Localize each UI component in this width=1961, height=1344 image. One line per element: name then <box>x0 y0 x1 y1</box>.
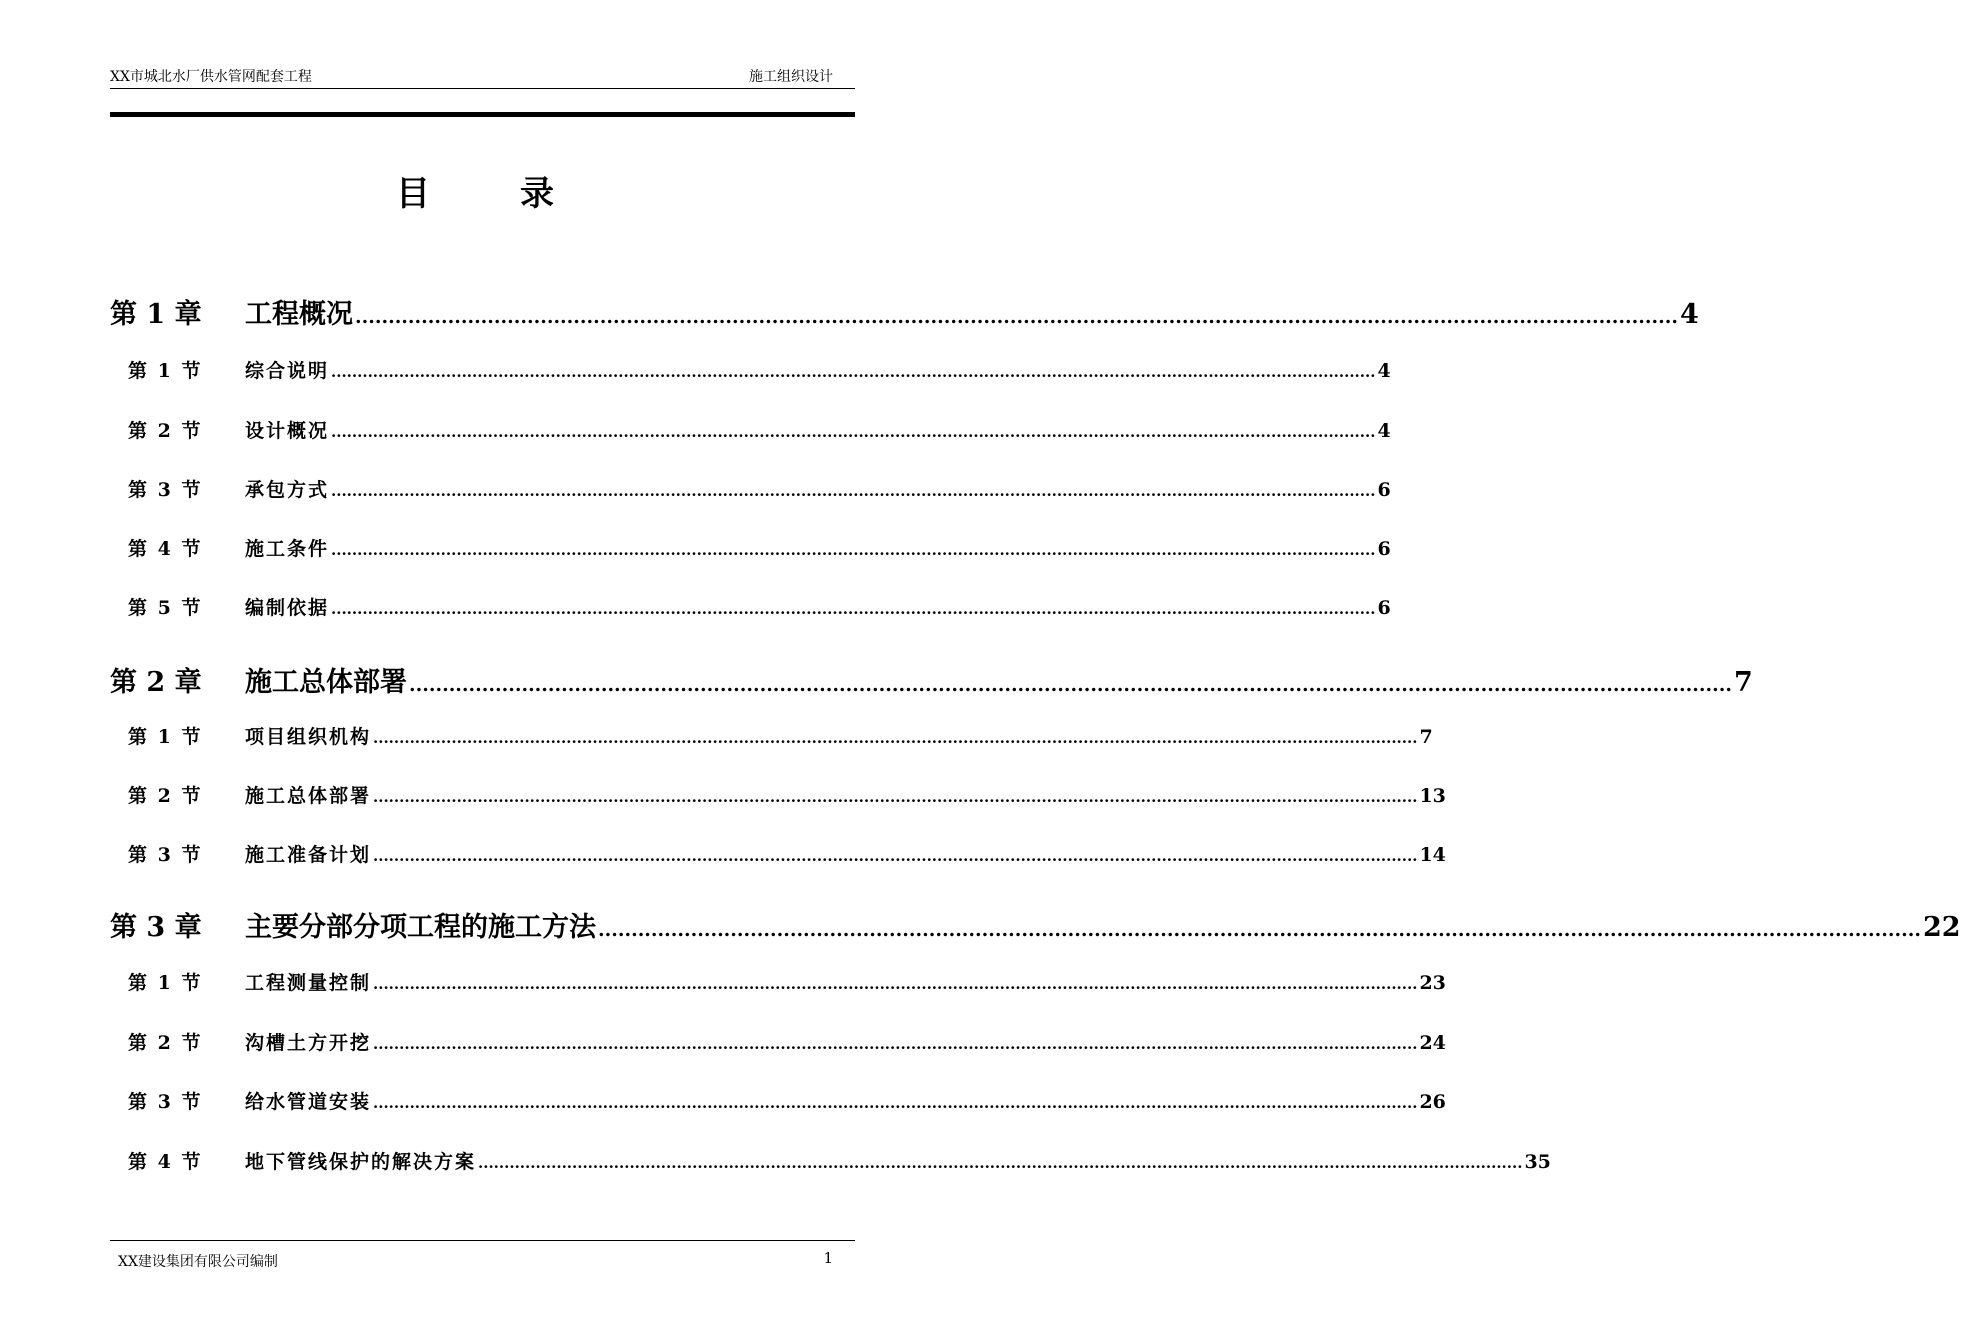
toc-entry-page: 4 <box>1679 299 1699 330</box>
toc-entry-page: 7 <box>1733 667 1753 698</box>
toc-entry-page: 24 <box>1419 1032 1446 1054</box>
toc-leader-dots: ........................................................................................................................................................................................................ <box>598 919 1921 941</box>
toc-entry-title: 施工总体部署 <box>245 785 372 807</box>
footer-rule <box>110 1240 855 1241</box>
toc-entry-label: 第 1 节 <box>128 360 203 382</box>
toc-entry-label: 第 1 节 <box>128 726 203 748</box>
toc-entry-label: 第 5 节 <box>128 597 203 619</box>
toc-entry-title: 工程测量控制 <box>245 972 372 994</box>
footer-page-number: 1 <box>823 1249 833 1267</box>
toc-entry-page: 14 <box>1419 844 1446 866</box>
toc-entry-page: 6 <box>1377 538 1391 560</box>
toc-entry-title: 施工准备计划 <box>245 844 372 866</box>
toc-leader-dots: ........................................................................................................................................................................................................ <box>355 306 1678 328</box>
header-document-type: 施工组织设计 <box>749 69 833 85</box>
toc-entry-label: 第 2 节 <box>128 785 203 807</box>
toc-section-2-3[interactable] <box>110 840 1446 867</box>
toc-section-1-5[interactable] <box>110 593 1391 620</box>
toc-leader-dots: ........................................................................................................................................................................................................ <box>373 788 1418 806</box>
toc-entry-page: 13 <box>1419 785 1446 807</box>
toc-entry-title: 编制依据 <box>245 597 330 619</box>
toc-leader-dots: ........................................................................................................................................................................................................ <box>331 482 1376 500</box>
toc-title-char-2: 录 <box>520 174 554 214</box>
toc-section-2-1[interactable] <box>110 722 1433 749</box>
table-of-contents <box>110 0 1961 1344</box>
toc-section-3-4[interactable] <box>110 1147 1551 1174</box>
toc-leader-dots: ........................................................................................................................................................................................................ <box>373 729 1418 747</box>
toc-entry-label: 第 4 节 <box>128 1151 203 1173</box>
toc-leader-dots: ........................................................................................................................................................................................................ <box>331 600 1376 618</box>
toc-leader-dots: ........................................................................................................................................................................................................ <box>409 674 1732 696</box>
toc-entry-title: 给水管道安装 <box>245 1091 372 1113</box>
toc-entry-page: 26 <box>1419 1091 1446 1113</box>
toc-chapter-1[interactable] <box>110 292 1699 331</box>
toc-leader-dots: ........................................................................................................................................................................................................ <box>373 1094 1418 1112</box>
toc-section-3-2[interactable] <box>110 1028 1446 1055</box>
toc-section-1-4[interactable] <box>110 534 1391 561</box>
toc-chapter-3[interactable] <box>110 905 1961 944</box>
toc-entry-title: 主要分部分项工程的施工方法 <box>245 912 596 943</box>
toc-leader-dots: ........................................................................................................................................................................................................ <box>478 1154 1523 1172</box>
toc-leader-dots: ........................................................................................................................................................................................................ <box>331 541 1376 559</box>
header-project-name: XX市城北水厂供水管网配套工程 <box>110 69 312 85</box>
toc-entry-title: 沟槽土方开挖 <box>245 1032 372 1054</box>
toc-entry-title: 综合说明 <box>245 360 330 382</box>
toc-leader-dots: ........................................................................................................................................................................................................ <box>331 363 1376 381</box>
toc-leader-dots: ........................................................................................................................................................................................................ <box>373 847 1418 865</box>
toc-entry-label: 第 3 节 <box>128 479 203 501</box>
toc-entry-label: 第 2 节 <box>128 1032 203 1054</box>
toc-section-1-1[interactable] <box>110 356 1391 383</box>
toc-entry-label: 第 1 节 <box>128 972 203 994</box>
toc-title-char-1: 目 <box>396 174 430 214</box>
toc-entry-page: 4 <box>1377 420 1391 442</box>
toc-entry-label: 第 1 章 <box>110 299 202 330</box>
toc-leader-dots: ........................................................................................................................................................................................................ <box>373 975 1418 993</box>
toc-entry-title: 地下管线保护的解决方案 <box>245 1151 477 1173</box>
toc-leader-dots: ........................................................................................................................................................................................................ <box>373 1035 1418 1053</box>
toc-entry-page: 6 <box>1377 479 1391 501</box>
toc-entry-title: 施工条件 <box>245 538 330 560</box>
toc-entry-label: 第 3 章 <box>110 912 202 943</box>
toc-entry-page: 6 <box>1377 597 1391 619</box>
toc-entry-page: 7 <box>1419 726 1433 748</box>
toc-entry-label: 第 2 节 <box>128 420 203 442</box>
toc-entry-title: 项目组织机构 <box>245 726 372 748</box>
toc-chapter-2[interactable] <box>110 660 1753 699</box>
toc-entry-label: 第 4 节 <box>128 538 203 560</box>
toc-entry-label: 第 2 章 <box>110 667 202 698</box>
toc-entry-title: 设计概况 <box>245 420 330 442</box>
toc-section-1-2[interactable] <box>110 416 1391 443</box>
toc-section-2-2[interactable] <box>110 781 1446 808</box>
toc-leader-dots: ........................................................................................................................................................................................................ <box>331 423 1376 441</box>
footer-publisher: XX建设集团有限公司编制 <box>118 1254 278 1270</box>
toc-entry-page: 22 <box>1922 912 1961 943</box>
toc-entry-page: 23 <box>1419 972 1446 994</box>
toc-entry-page: 4 <box>1377 360 1391 382</box>
toc-section-1-3[interactable] <box>110 475 1391 502</box>
toc-entry-title: 施工总体部署 <box>245 667 407 698</box>
toc-entry-title: 工程概况 <box>245 299 353 330</box>
toc-section-3-3[interactable] <box>110 1087 1446 1114</box>
toc-entry-label: 第 3 节 <box>128 844 203 866</box>
toc-entry-title: 承包方式 <box>245 479 330 501</box>
toc-section-3-1[interactable] <box>110 968 1446 995</box>
toc-entry-label: 第 3 节 <box>128 1091 203 1113</box>
toc-entry-page: 35 <box>1524 1151 1551 1173</box>
